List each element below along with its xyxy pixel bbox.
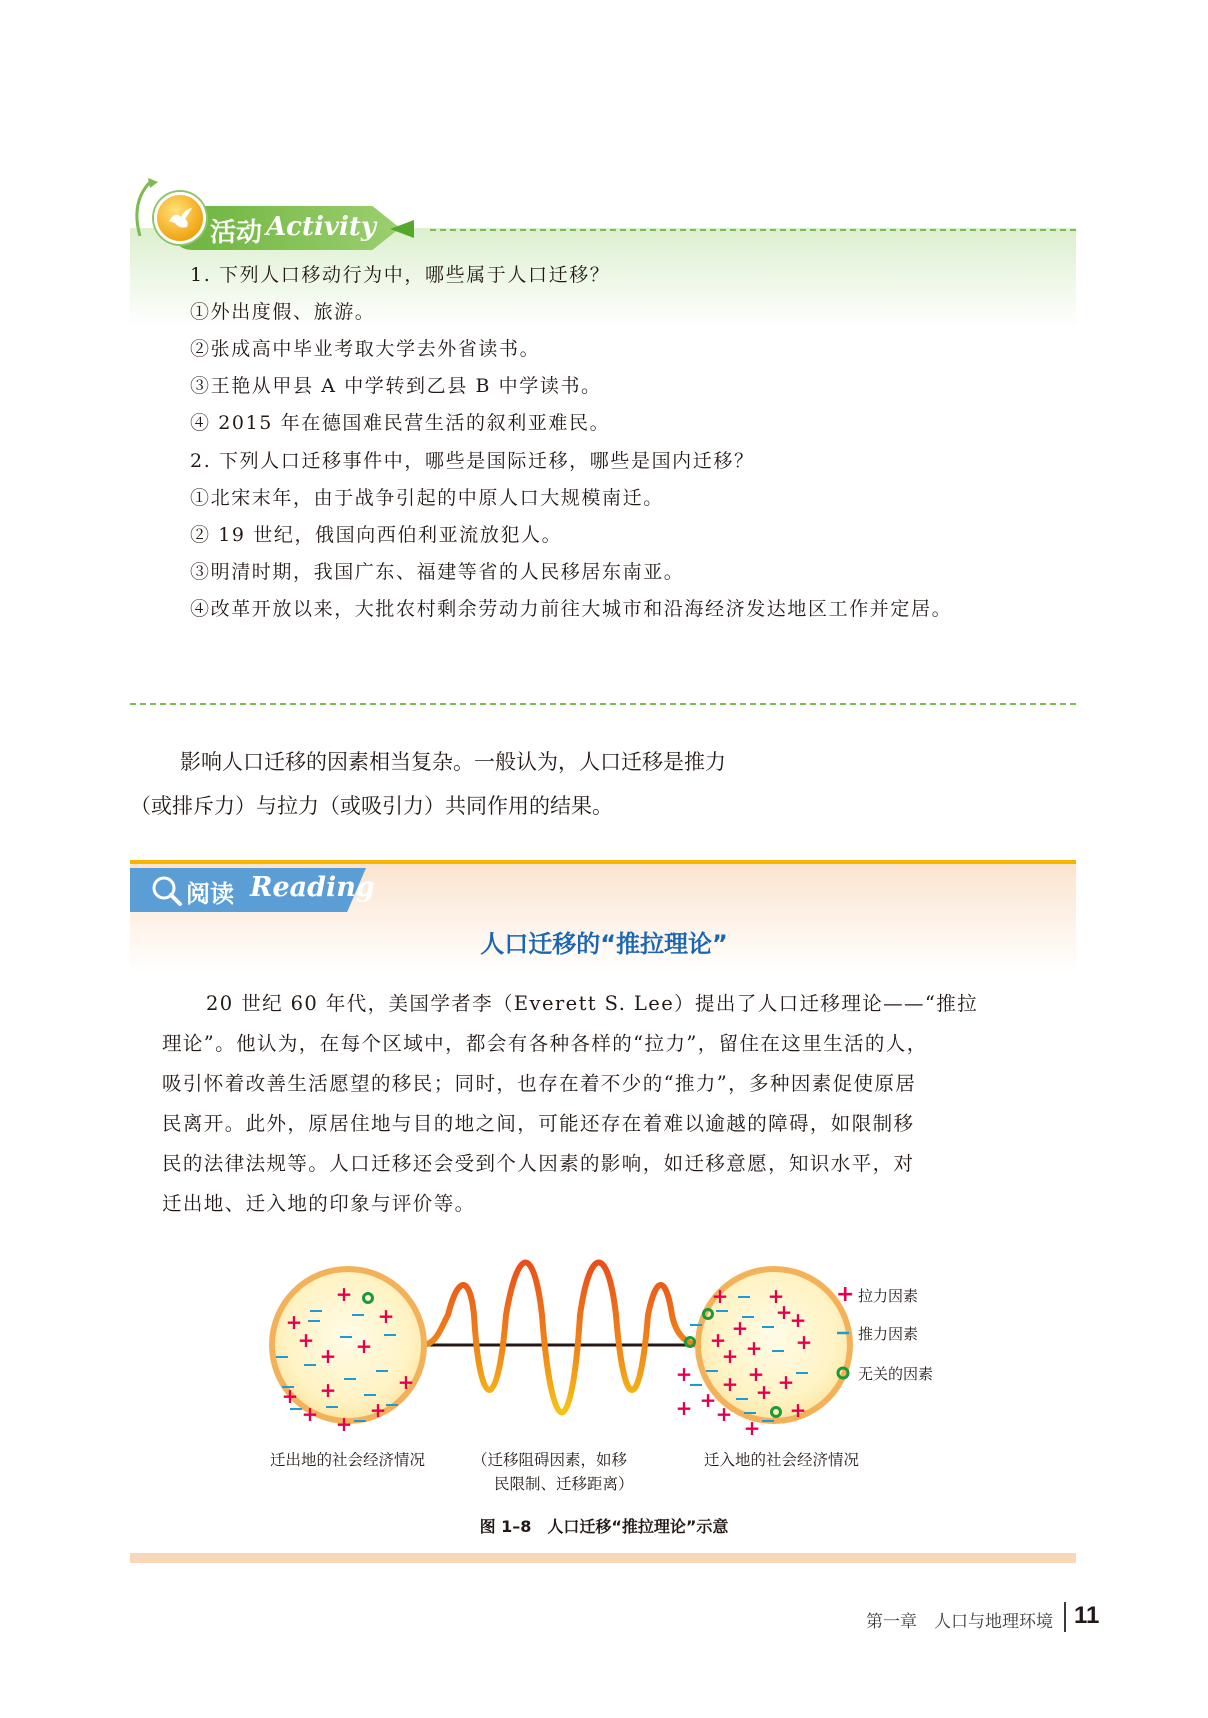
pull-factor-mark: + <box>675 1362 693 1386</box>
reading-heading: 人口迁移的“推拉理论” <box>480 930 728 958</box>
origin-caption: 迁出地的社会经济情况 <box>270 1451 426 1469</box>
reading-line: 吸引怀着改善生活愿望的移民；同时，也存在着不少的“推力”，多种因素促使原居 <box>162 1072 917 1095</box>
pull-factor-mark: + <box>795 1330 813 1354</box>
page-number: 11 <box>1074 1602 1100 1629</box>
pull-factor-mark: + <box>675 1396 693 1420</box>
pull-factor-mark: + <box>743 1416 761 1440</box>
activity-title-en: Activity <box>266 212 376 242</box>
pull-factor-mark: + <box>747 1362 765 1386</box>
legend-pull-symbol: + <box>836 1282 855 1307</box>
body-paragraph-line: （或排斥力）与拉力（或吸引力）共同作用的结果。 <box>130 794 613 818</box>
pull-factor-mark: + <box>715 1402 733 1426</box>
destination-caption: 迁入地的社会经济情况 <box>704 1451 860 1469</box>
activity-line: ②张成高中毕业考取大学去外省读书。 <box>190 338 541 360</box>
activity-line: ③明清时期，我国广东、福建等省的人民移居东南亚。 <box>190 561 685 583</box>
footer-chapter: 第一章 人口与地理环境 <box>866 1612 1053 1632</box>
reading-line: 理论”。他认为，在每个区域中，都会有各种各样的“拉力”，留住在这里生活的人， <box>162 1032 928 1055</box>
activity-line: 1. 下列人口移动行为中，哪些属于人口迁移？ <box>190 264 611 286</box>
obstacle-caption-line1: （迁移阻碍因素，如移 <box>472 1451 628 1469</box>
pull-factor-mark: + <box>777 1370 795 1394</box>
legend-neutral-label: 无关的因素 <box>858 1365 934 1383</box>
pull-factor-mark: + <box>711 1284 729 1308</box>
pull-factor-mark: + <box>755 1380 773 1404</box>
activity-line: ①外出度假、旅游。 <box>190 301 376 323</box>
reading-title-cn: 阅读 <box>186 880 234 908</box>
pull-factor-mark: + <box>789 1398 807 1422</box>
pull-factor-mark: + <box>721 1372 739 1396</box>
magnifier-icon <box>150 874 184 908</box>
body-paragraph-line: 影响人口迁移的因素相当复杂。一般认为，人口迁移是推力 <box>180 750 726 774</box>
pull-factor-mark: + <box>355 1334 373 1358</box>
pull-factor-mark: + <box>397 1370 415 1394</box>
pull-factor-mark: + <box>297 1328 315 1352</box>
activity-arrow-icon <box>390 220 414 238</box>
dove-medal-icon <box>154 192 206 244</box>
reading-line: 民的法律法规等。人口迁移还会受到个人因素的影响，如迁移意愿，知识水平，对 <box>162 1152 915 1175</box>
footer-separator <box>1064 1602 1066 1632</box>
pull-factor-mark: + <box>721 1344 739 1368</box>
legend-pull-label: 拉力因素 <box>858 1287 919 1305</box>
pull-factor-mark: + <box>767 1284 785 1308</box>
reading-line: 民离开。此外，原居住地与目的地之间，可能还存在着难以逾越的障碍，如限制移 <box>162 1112 915 1135</box>
reading-line: 迁出地、迁入地的印象与评价等。 <box>162 1192 476 1215</box>
activity-line: ④ 2015 年在德国难民营生活的叙利亚难民。 <box>190 412 611 434</box>
pull-factor-mark: + <box>369 1398 387 1422</box>
pull-factor-mark: + <box>745 1336 763 1360</box>
pull-factor-mark: + <box>789 1308 807 1332</box>
pull-factor-mark: + <box>699 1388 717 1412</box>
figure-title: 图 1–8 人口迁移“推拉理论”示意 <box>479 1517 729 1536</box>
activity-top-divider <box>430 229 1076 231</box>
obstacle-wave <box>422 1263 700 1413</box>
legend-push-label: 推力因素 <box>858 1325 919 1343</box>
pull-factor-mark: + <box>377 1304 395 1328</box>
pull-factor-mark: + <box>775 1300 793 1324</box>
activity-line: 2. 下列人口迁移事件中，哪些是国际迁移，哪些是国内迁移？ <box>190 450 755 472</box>
pull-factor-mark: + <box>281 1384 299 1408</box>
activity-line: ③王艳从甲县 A 中学转到乙县 B 中学读书。 <box>190 375 602 397</box>
push-pull-diagram <box>262 1255 1042 1455</box>
pull-factor-mark: + <box>301 1402 319 1426</box>
reading-title-en: Reading <box>250 872 375 903</box>
pull-factor-mark: + <box>731 1316 749 1340</box>
activity-line: ①北宋末年，由于战争引起的中原人口大规模南迁。 <box>190 487 664 509</box>
reading-line: 20 世纪 60 年代，美国学者李（Everett S. Lee）提出了人口迁移理论——“推拉 <box>206 992 979 1015</box>
activity-box <box>130 176 1076 716</box>
pull-factor-mark: + <box>335 1282 353 1306</box>
pull-factor-mark: + <box>319 1344 337 1368</box>
obstacle-caption-line2: 民限制、迁移距离） <box>494 1475 634 1493</box>
activity-line: ④改革开放以来，大批农村剩余劳动力前往大城市和沿海经济发达地区工作并定居。 <box>190 598 953 620</box>
activity-title-cn: 活动 <box>210 218 263 248</box>
pull-factor-mark: + <box>285 1310 303 1334</box>
reading-bottom-rule <box>130 1553 1076 1563</box>
pull-factor-mark: + <box>335 1412 353 1436</box>
pull-factor-mark: + <box>319 1378 337 1402</box>
activity-bottom-divider <box>130 703 1076 705</box>
pull-factor-mark: + <box>709 1328 727 1352</box>
activity-line: ② 19 世纪，俄国向西伯利亚流放犯人。 <box>190 524 563 546</box>
